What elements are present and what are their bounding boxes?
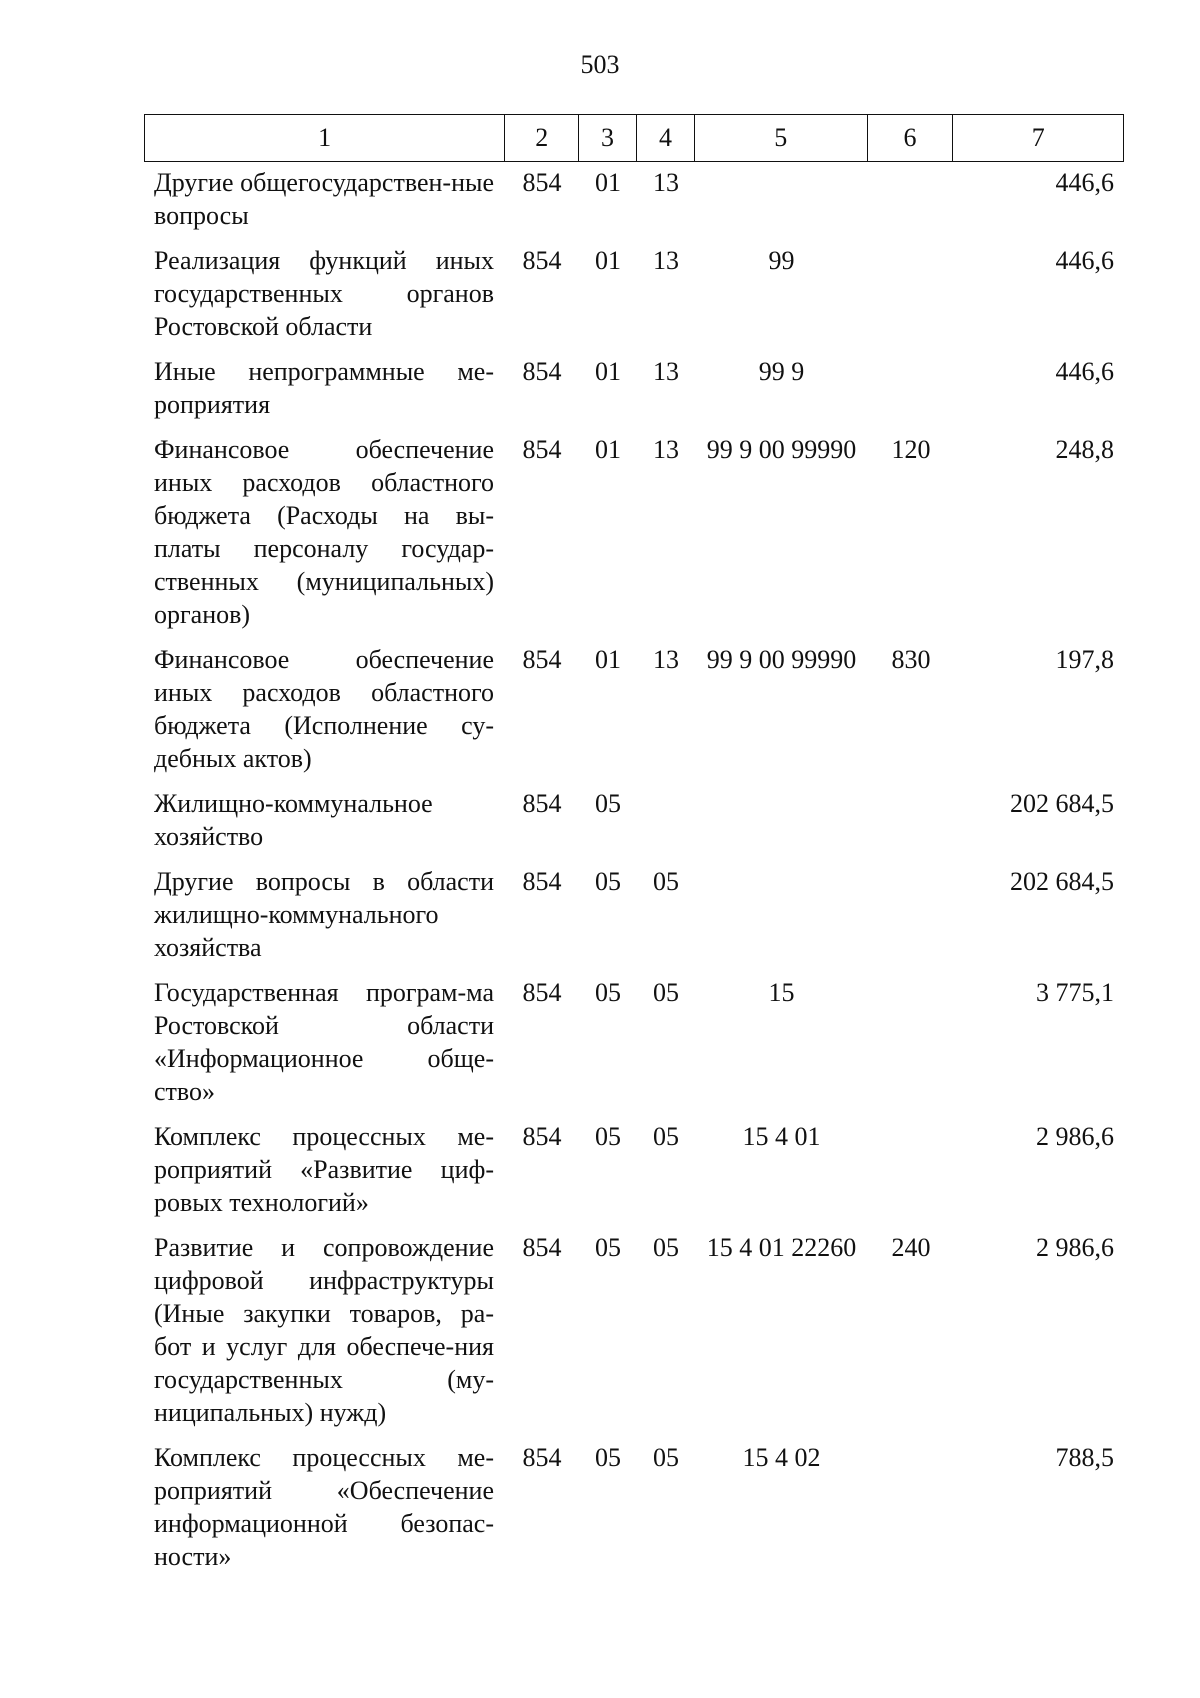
table-row — [144, 1441, 1124, 1573]
row-name: Финансовое обеспечение иных расходов областного бюджета (Расходы на вы-платы персоналу государ-ственных (муниципальных) органов) — [154, 435, 494, 629]
cell-col-3: 05 — [595, 978, 621, 1007]
cell-col-3: 05 — [595, 1233, 621, 1262]
cell-col-3: 01 — [595, 645, 621, 674]
cell-col-5: 99 9 — [758, 357, 805, 386]
cell-col-4: 05 — [653, 1233, 679, 1262]
cell-col-4: 13 — [653, 168, 679, 197]
column-header-3: 3 — [579, 115, 637, 161]
column-header-7: 7 — [1031, 123, 1045, 152]
cell-col-3: 05 — [595, 1443, 621, 1472]
cell-col-2: 854 — [522, 1122, 562, 1151]
cell-col-7: 248,8 — [1055, 435, 1114, 464]
cell-col-7: 446,6 — [1055, 357, 1114, 386]
row-name: Другие вопросы в области жилищно-коммунального хозяйства — [154, 867, 494, 962]
cell-col-6: 120 — [891, 435, 931, 464]
cell-col-6: 240 — [891, 1233, 931, 1262]
column-header-4: 4 — [637, 115, 695, 161]
cell-col-7: 2 986,6 — [1036, 1233, 1114, 1262]
cell-col-2: 854 — [522, 1443, 562, 1472]
cell-col-7: 197,8 — [1055, 645, 1114, 674]
cell-col-4: 13 — [653, 645, 679, 674]
cell-col-3: 01 — [595, 246, 621, 275]
column-header-2: 2 — [505, 115, 579, 161]
cell-col-4: 13 — [653, 246, 679, 275]
row-name: Комплекс процессных ме-роприятий «Развитие циф-ровых технологий» — [154, 1122, 494, 1217]
table-body — [144, 166, 1124, 1585]
table-row — [144, 643, 1124, 775]
table-header — [144, 114, 1124, 162]
table-row — [144, 355, 1124, 421]
row-name: Другие общегосударствен-ные вопросы — [154, 168, 494, 230]
cell-col-7: 446,6 — [1055, 246, 1114, 275]
cell-col-2: 854 — [522, 435, 562, 464]
table-row — [144, 787, 1124, 853]
cell-col-7: 2 986,6 — [1036, 1122, 1114, 1151]
table-row — [144, 1231, 1124, 1429]
cell-col-7: 446,6 — [1055, 168, 1114, 197]
cell-col-6: 830 — [891, 645, 931, 674]
cell-col-7: 788,5 — [1055, 1443, 1114, 1472]
row-name: Реализация функций иных государственных органов Ростовской области — [154, 246, 494, 341]
cell-col-7: 202 684,5 — [1010, 789, 1114, 818]
cell-col-3: 01 — [595, 357, 621, 386]
column-header-6: 6 — [868, 115, 954, 161]
cell-col-3: 01 — [595, 435, 621, 464]
cell-col-2: 854 — [522, 978, 562, 1007]
table-row — [144, 865, 1124, 964]
cell-col-2: 854 — [522, 645, 562, 674]
table-row — [144, 244, 1124, 343]
table-row — [144, 433, 1124, 631]
cell-col-5: 15 4 02 — [742, 1443, 821, 1472]
cell-col-5: 99 — [768, 246, 795, 275]
cell-col-7: 202 684,5 — [1010, 867, 1114, 896]
cell-col-4: 05 — [653, 1122, 679, 1151]
cell-col-2: 854 — [522, 867, 562, 896]
row-name: Жилищно-коммунальное хозяйство — [154, 789, 433, 851]
cell-col-3: 05 — [595, 867, 621, 896]
cell-col-5: 99 9 00 99990 — [706, 435, 857, 464]
table-row — [144, 1120, 1124, 1219]
cell-col-7: 3 775,1 — [1036, 978, 1114, 1007]
row-name: Развитие и сопровождение цифровой инфраструктуры (Иные закупки товаров, ра-бот и услуг для обеспече-ния государственных (му-ниципальных) нужд) — [154, 1233, 494, 1427]
cell-col-4: 13 — [653, 357, 679, 386]
row-name: Государственная програм-ма Ростовской области «Информационное обще-ство» — [154, 978, 494, 1106]
column-header-1: 1 — [145, 115, 505, 161]
page-number: 503 — [580, 50, 620, 79]
cell-col-5: 15 — [768, 978, 795, 1007]
cell-col-2: 854 — [522, 1233, 562, 1262]
cell-col-2: 854 — [522, 246, 562, 275]
cell-col-5: 99 9 00 99990 — [706, 645, 857, 674]
row-name: Комплекс процессных ме-роприятий «Обеспечение информационной безопас-ности» — [154, 1443, 494, 1571]
cell-col-4: 05 — [653, 867, 679, 896]
row-name: Финансовое обеспечение иных расходов областного бюджета (Исполнение су-дебных актов) — [154, 645, 494, 773]
row-name: Иные непрограммные ме-роприятия — [154, 357, 494, 419]
cell-col-3: 01 — [595, 168, 621, 197]
cell-col-3: 05 — [595, 789, 621, 818]
cell-col-2: 854 — [522, 357, 562, 386]
cell-col-3: 05 — [595, 1122, 621, 1151]
column-header-5: 5 — [695, 115, 868, 161]
cell-col-5: 15 4 01 22260 — [706, 1233, 857, 1262]
cell-col-4: 13 — [653, 435, 679, 464]
cell-col-5: 15 4 01 — [742, 1122, 821, 1151]
cell-col-4: 05 — [653, 1443, 679, 1472]
cell-col-4: 05 — [653, 978, 679, 1007]
table-row — [144, 976, 1124, 1108]
table-row — [144, 166, 1124, 232]
cell-col-2: 854 — [522, 789, 562, 818]
cell-col-2: 854 — [522, 168, 562, 197]
